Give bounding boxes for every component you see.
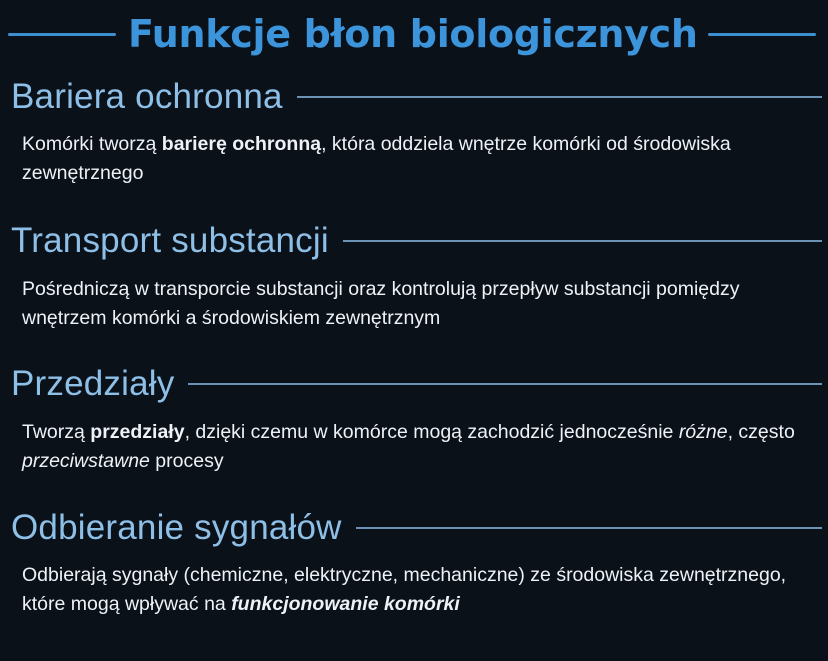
section-heading: Transport substancji — [11, 221, 329, 260]
body-text-run: Komórki tworzą — [22, 133, 162, 155]
title-line-left — [8, 33, 116, 36]
body-text-run: Tworzą — [22, 421, 91, 443]
emphasized-text: różne — [678, 421, 728, 443]
emphasized-text: przeciwstawne — [22, 450, 150, 472]
heading-line — [343, 240, 822, 242]
emphasized-text: funkcjonowanie komórki — [231, 593, 460, 615]
title-line-right — [708, 33, 816, 36]
section-heading-row — [0, 505, 828, 551]
section-odbieranie-sygnalow — [0, 505, 828, 619]
body-text-run: , dzięki czemu w komórce mogą zachodzić jednocześnie — [184, 421, 679, 443]
section-body — [22, 561, 816, 619]
section-body — [22, 275, 816, 333]
emphasized-text: przedziały — [90, 421, 185, 443]
body-text-run: Odbierają sygnały (chemiczne, elektryczne, mechaniczne) ze środowiska zewnętrznego, które mogą wpływać na — [22, 564, 787, 615]
section-heading-row — [0, 218, 828, 264]
section-body — [22, 418, 816, 476]
title-row — [0, 8, 828, 60]
body-text-run: Pośredniczą w transporcie substancji oraz kontrolują przepływ substancji pomiędzy wnętrzem komórki a środowiskiem zewnętrznym — [22, 278, 740, 329]
section-heading-row — [0, 74, 828, 120]
section-heading-row — [0, 361, 828, 407]
section-heading: Przedziały — [11, 364, 175, 403]
section-body — [22, 130, 816, 188]
body-text-run: , często — [727, 421, 795, 443]
body-text-run: , która oddziela wnętrze komórki od środowiska zewnętrznego — [22, 133, 731, 184]
heading-line — [356, 527, 822, 529]
heading-line — [297, 96, 822, 98]
page-title: Funkcje błon biologicznych — [128, 12, 698, 56]
section-przedzialy — [0, 361, 828, 476]
heading-line — [188, 383, 822, 385]
emphasized-text: barierę ochronną — [161, 133, 322, 155]
section-heading: Odbieranie sygnałów — [11, 508, 342, 547]
body-text-run: procesy — [149, 450, 224, 472]
section-bariera-ochronna — [0, 74, 828, 188]
section-heading: Bariera ochronna — [11, 77, 283, 116]
section-transport-substancji — [0, 218, 828, 333]
